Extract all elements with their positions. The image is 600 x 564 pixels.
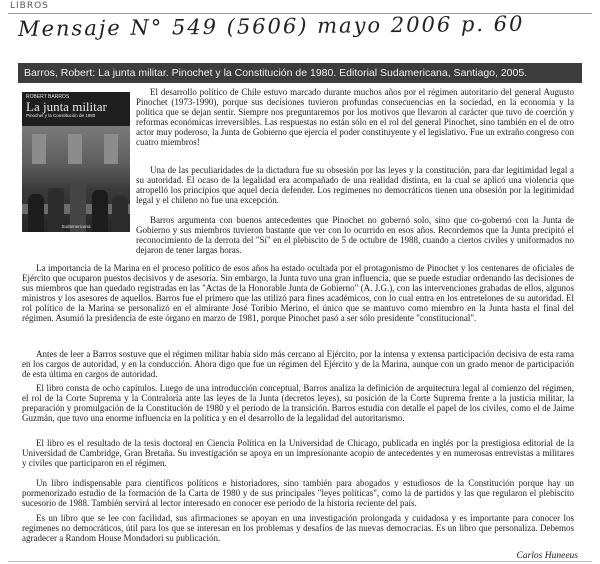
review-paragraph: Barros argumenta con buenos antecedentes que Pinochet no gobernó solo, sino que co-gobernó con la Junta de Gobierno y sus miembros tuvieron bastante que ver con lo ocurrido en esos años. Recordemos que la Junta precipitó el reconocimiento de la derrota del "Sí" en el plebiscito de 5 de octubre de 1988, cuando a ciertos civiles y uniformados no dejaron de tener largas horas. [136,215,574,255]
review-paragraph: Una de las peculiaridades de la dictadura fue su obsesión por las leyes y la constitución, para dar legitimidad legal a su autoridad. El ocaso de la legalidad era acompañado de una realidad distinta, en la cual se aplicó una violencia que atropelló los principios que aquel decía defender. Los regímenes no democráticos tienen una obsesión por la legitimidad legal y el chileno no fue una excepción. [136,165,574,205]
cover-window [32,134,46,164]
cover-photo [22,126,130,232]
review-paragraph: Un libro indispensable para científicos políticos e historiadores, sino también para abogados y estudiosos de la Constitución porque hay un pormenorizado estudio de la formación de la Carta de 1980 y de sus principales "leyes políticas", como la de partidos y las que regularon el plebiscito sucesorio de 1988. También servirá al lector interesado en conocer ese período de la historia reciente del país. [22,478,574,508]
cover-title-block [22,92,130,126]
review-paragraph: Antes de leer a Barros sostuve que el régimen militar había sido más cercano al Ejército, por la intensa y extensa participación decisiva de esta rama en los cargos de autoridad, y en la conducción. Ahora digo que fue un régimen del Ejército y de la Marina, aunque con un grado menor de participación de esta última en cargos de autoridad. [22,349,574,379]
book-cover [22,92,130,232]
review-paragraph: El libro consta de ocho capítulos. Luego de una introducción conceptual, Barros analiza la definición de arquitectura legal al comienzo del régimen, el rol de la Corte Suprema y la Contraloría ante las leyes de la Junta (decretos leyes), su posición de la Corte Suprema frente a la justicia militar, la preparación y promulgación de la Constitución de 1980 y el período de la transición. Barros estudia con detalle el papel de los civiles, como el de Jaime Guzmán, que tuvo una enorme influencia en la política y en el desarrollo de la legalidad del autoritarismo. [22,383,574,423]
section-label: LIBROS [10,1,49,11]
cover-title: La junta militar [26,99,107,114]
cover-publisher: Sudamericana [61,224,91,229]
review-header: Barros, Robert: La junta militar. Pinochet y la Constitución de 1980. Editorial Sudamericana, Santiago, 2005. [18,63,582,83]
handwritten-note: Mensaje N° 549 (5606) mayo 2006 p. 60 [17,11,525,41]
cover-window [104,134,118,164]
cover-author: ROBERT BARROS [26,94,70,100]
review-paragraph: La importancia de la Marina en el proceso político de esos años ha estado ocultada por el protagonismo de Pinochet y los centenares de oficiales de Ejército que ocuparon puestos decisivos y de asesoría. Sin embargo, la Junta tuvo una gran influencia, que se puede estudiar ordenando las decisiones de sus miembros que han quedado registradas en las "Actas de la Honorable Junta de Gobierno" (A. J.G.), con las intervenciones grabadas de ellos, algunos ministros y los asesores de aquellos. Barros fue el primero que las utilizó para fines académicos, con lo cual entra en los entretelones de su autoridad. El rol político de la Marina se personalizó en el almirante José Toribio Merino, el único que se mantuvo como miembro en la Junta hasta el final del régimen. Asumió la presidencia de este órgano en marzo de 1981, porque Pinochet pasó a ser sólo presidente "constitucional". [22,263,574,323]
bottom-rule [8,561,592,562]
review-paragraph: El libro es el resultado de la tesis doctoral en Ciencia Política en la Universidad de Chicago, publicada en inglés por la prestigiosa editorial de la Universidad de Cambridge, Gran Bretaña. Su investigación se apoya en un impresionante acopio de antecedentes y en numerosas entrevistas a militares y civiles que participaron en el régimen. [22,438,574,468]
review-paragraph: El desarrollo político de Chile estuvo marcado durante muchos años por el régimen autoritario del general Augusto Pinochet (1973-1990), porque sus decisiones tuvieron profundas consecuencias en la sociedad, en la economía y la política que se dejan sentir. Siempre nos preguntaremos por los motivos que llevaron al carácter que tuvo de coerción y reformas económicas irreversibles. Las respuestas no están sólo en el rol del general Pinochet, sino también en el de otro actor muy poderoso, la Junta de Gobierno que ejercía el poder constituyente y el legislativo. Fue un extraño congreso con cuatro miembros! [136,87,574,147]
review-author: Carlos Huneeus [516,551,578,561]
review-paragraph: Es un libro que se lee con facilidad, sus afirmaciones se apoyan en una investigación prolongada y cuidadosa y es importante para conocer los regímenes no democráticos, útil para los que se interesan en los problemas y desafíos de las nuevas democracias. Es un libro que personaliza. Debemos agradecer a Random House Mondadori su publicación. [22,513,574,543]
cover-subtitle: Pinochet y la Constitución de 1980 [26,113,96,118]
cover-window [68,134,82,164]
